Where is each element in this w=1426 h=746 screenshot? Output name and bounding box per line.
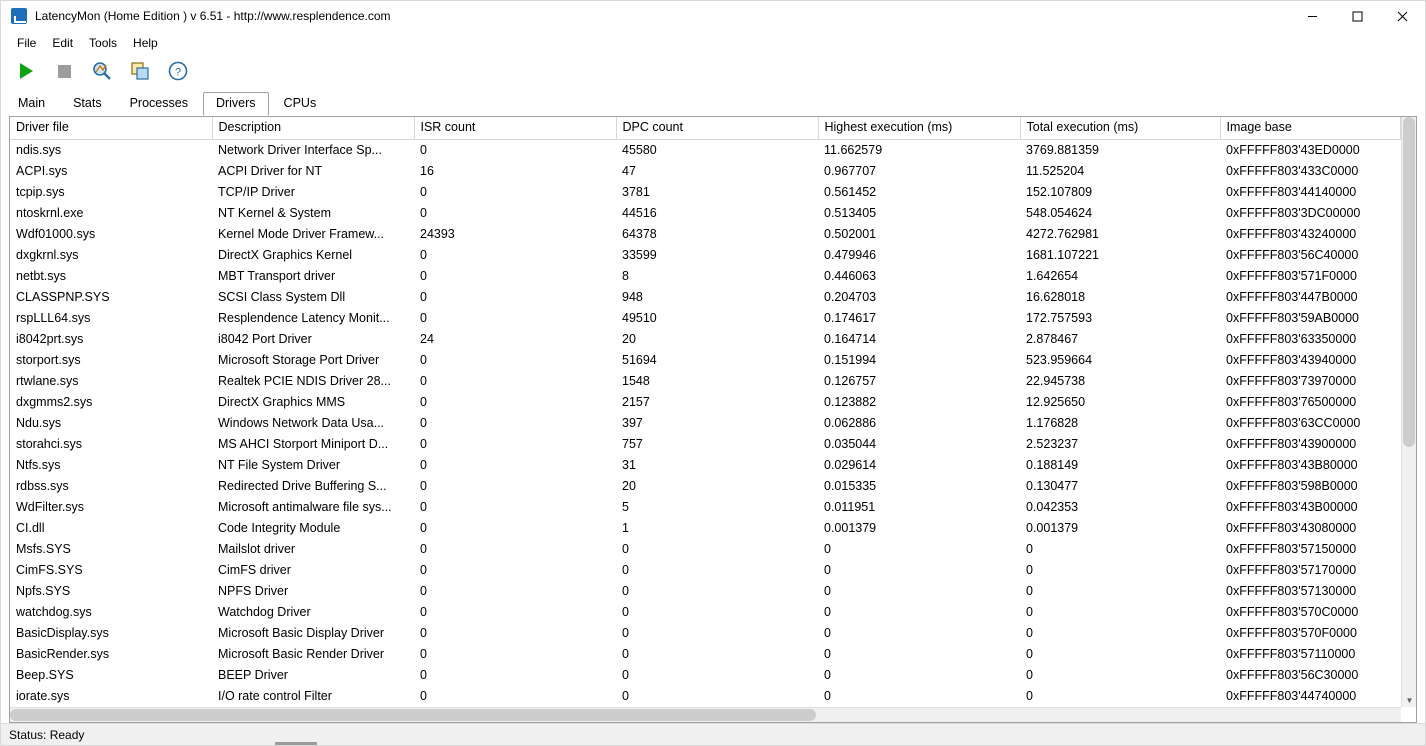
table-cell: 24393 [420,226,455,241]
table-cell: rspLLL64.sys [16,310,91,325]
table-cell: 0.513405 [824,205,877,220]
table-row[interactable] [10,391,1400,412]
drivers-table-container [9,116,1417,723]
table-cell: ndis.sys [16,142,62,157]
table-cell: WdFilter.sys [16,499,85,514]
table-row[interactable] [10,664,1400,685]
table-cell: 0 [824,625,831,640]
table-cell: 1.176828 [1026,415,1079,430]
table-cell: 0 [1026,625,1033,640]
table-row[interactable] [10,349,1400,370]
table-cell: netbt.sys [16,268,67,283]
table-cell: NPFS Driver [218,583,289,598]
table-cell: 523.959664 [1026,352,1093,367]
stop-icon [58,65,71,78]
table-cell: 0 [420,688,427,703]
table-cell: Windows Network Data Usa... [218,415,385,430]
table-cell: dxgmms2.sys [16,394,93,409]
table-cell: 0.130477 [1026,478,1079,493]
table-body [10,139,1400,706]
table-cell: 0xFFFFF803'56C30000 [1226,667,1359,682]
table-cell: 152.107809 [1026,184,1093,199]
table-cell: 44516 [622,205,657,220]
table-cell: 0 [622,625,629,640]
table-cell: 0.188149 [1026,457,1079,472]
table-cell: 1 [622,520,629,535]
table-row[interactable] [10,643,1400,664]
table-cell: 0xFFFFF803'57170000 [1226,562,1357,577]
table-cell: 0xFFFFF803'57130000 [1226,583,1357,598]
table-row[interactable] [10,328,1400,349]
table-cell: 0xFFFFF803'3DC00000 [1226,205,1361,220]
table-cell: 0.015335 [824,478,877,493]
menu-item-help[interactable]: Help [133,35,158,50]
scroll-down-icon[interactable]: ▼ [1405,695,1414,705]
table-cell: 0 [824,604,831,619]
table-cell: DirectX Graphics MMS [218,394,346,409]
table-cell: 0 [420,289,427,304]
tab-cpus[interactable]: CPUs [283,96,317,110]
table-cell: 12.925650 [1026,394,1086,409]
table-cell: 8 [622,268,629,283]
table-cell: MBT Transport driver [218,268,336,283]
table-cell: 0xFFFFF803'44740000 [1226,688,1357,703]
table-cell: 757 [622,436,643,451]
copy-button[interactable] [127,58,153,84]
table-cell: 0 [1026,688,1033,703]
table-cell: 16.628018 [1026,289,1086,304]
table-cell: 0.164714 [824,331,877,346]
table-cell: 0xFFFFF803'43080000 [1226,520,1357,535]
table-cell: 0 [622,667,629,682]
table-cell: 47 [622,163,636,178]
table-row[interactable] [10,370,1400,391]
table-cell: ACPI.sys [16,163,68,178]
horizontal-scrollbar[interactable] [10,707,1401,722]
report-button[interactable] [89,58,115,84]
table-cell: 0.479946 [824,247,877,262]
table-cell: 0xFFFFF803'43ED0000 [1226,142,1360,157]
table-cell: 20 [622,478,636,493]
table-cell: SCSI Class System Dll [218,289,346,304]
horizontal-scroll-thumb[interactable] [10,709,816,721]
table-cell: 0 [622,541,629,556]
table-cell: 1548 [622,373,650,388]
table-cell: Wdf01000.sys [16,226,96,241]
tab-bar [1,89,1425,116]
table-cell: CI.dll [16,520,45,535]
table-cell: 0.174617 [824,310,877,325]
table-cell: 64378 [622,226,657,241]
close-icon[interactable] [1380,1,1425,32]
table-cell: 0.001379 [1026,520,1079,535]
minimize-icon[interactable] [1290,1,1335,32]
table-cell: 0 [420,352,427,367]
table-cell: NT File System Driver [218,457,341,472]
table-cell: 3769.881359 [1026,142,1099,157]
table-cell: BasicRender.sys [16,646,110,661]
table-cell: Microsoft Storage Port Driver [218,352,380,367]
table-cell: 0 [420,205,427,220]
vertical-scroll-thumb[interactable] [1403,117,1415,447]
table-cell: Npfs.SYS [16,583,71,598]
table-cell: CimFS.SYS [16,562,83,577]
table-cell: 0xFFFFF803'570C0000 [1226,604,1359,619]
table-cell: 0 [622,688,629,703]
table-row[interactable] [10,622,1400,643]
table-cell: watchdog.sys [16,604,92,619]
column-header-driver-file[interactable]: Driver file [10,117,212,139]
magnifier-icon [91,60,113,82]
table-cell: 0xFFFFF803'59AB0000 [1226,310,1360,325]
table-cell: 0xFFFFF803'43240000 [1226,226,1357,241]
table-cell: 0xFFFFF803'76500000 [1226,394,1357,409]
table-cell: 31 [622,457,636,472]
table-cell: rdbss.sys [16,478,69,493]
table-cell: 0 [1026,562,1033,577]
table-cell: Microsoft Basic Render Driver [218,646,385,661]
table-cell: Redirected Drive Buffering S... [218,478,387,493]
table-cell: Mailslot driver [218,541,296,556]
table-cell: 0 [420,373,427,388]
table-row[interactable] [10,160,1400,181]
table-cell: 0 [420,499,427,514]
table-cell: 20 [622,331,636,346]
table-cell: 0xFFFFF803'43B80000 [1226,457,1358,472]
table-cell: 24 [420,331,434,346]
table-cell: Microsoft Basic Display Driver [218,625,385,640]
table-cell: 0xFFFFF803'63350000 [1226,331,1357,346]
table-cell: tcpip.sys [16,184,65,199]
table-cell: 0xFFFFF803'43940000 [1226,352,1357,367]
latencymon-icon [11,8,27,24]
tab-processes[interactable]: Processes [129,96,188,110]
table-cell: 0.502001 [824,226,877,241]
table-cell: 11.525204 [1026,163,1085,178]
table-cell: 0xFFFFF803'598B0000 [1226,478,1358,493]
table-row[interactable] [10,181,1400,202]
table-cell: storport.sys [16,352,81,367]
table-cell: 0 [824,688,831,703]
table-cell: 0 [622,583,629,598]
table-cell: 0xFFFFF803'73970000 [1226,373,1357,388]
title-bar [1,1,1425,32]
table-cell: 0 [1026,583,1033,598]
table-cell: 2.523237 [1026,436,1079,451]
table-cell: 0xFFFFF803'57110000 [1226,646,1356,661]
table-cell: 0.011951 [824,499,876,514]
table-cell: 0.123882 [824,394,877,409]
tab-stats[interactable]: Stats [73,96,102,110]
table-row[interactable] [10,286,1400,307]
table-header-row [10,117,1400,139]
table-cell: 4272.762981 [1026,226,1099,241]
table-cell: 0.967707 [824,163,877,178]
table-row[interactable] [10,265,1400,286]
menu-bar [1,32,1425,53]
table-cell: 0 [824,541,831,556]
table-cell: 0 [420,268,427,283]
table-cell: 0 [420,436,427,451]
tool-bar [1,53,1425,89]
drivers-table [10,117,1401,706]
question-icon [167,60,189,82]
table-cell: 0xFFFFF803'44140000 [1226,184,1357,199]
table-cell: dxgkrnl.sys [16,247,79,262]
maximize-icon[interactable] [1335,1,1380,32]
table-cell: 0 [420,667,427,682]
status-text: Status: Ready [9,727,85,742]
table-cell: 0 [420,646,427,661]
table-cell: 0.151994 [824,352,877,367]
table-row[interactable] [10,412,1400,433]
table-row[interactable] [10,433,1400,454]
table-cell: 0 [420,625,427,640]
drivers-table-scroll [10,117,1416,722]
table-cell: 0 [420,310,427,325]
column-header-isr-count[interactable]: ISR count [414,117,616,139]
start-button[interactable] [13,58,39,84]
column-header-image-base[interactable]: Image base [1220,117,1400,139]
table-cell: 0 [420,142,427,157]
column-header-highest-execution[interactable]: Highest execution (ms) [818,117,1020,139]
table-cell: 2157 [622,394,650,409]
table-cell: i8042 Port Driver [218,331,312,346]
table-cell: 0 [622,604,629,619]
table-row[interactable] [10,307,1400,328]
tab-drivers[interactable]: Drivers [203,92,269,116]
copy-icon [129,60,151,82]
table-row[interactable] [10,496,1400,517]
table-cell: 0.029614 [824,457,877,472]
window-title: LatencyMon (Home Edition ) v 6.51 - http://www.resplendence.com [35,9,391,23]
table-cell: 0xFFFFF803'57150000 [1226,541,1357,556]
table-cell: 0xFFFFF803'63CC0000 [1226,415,1361,430]
taskbar-indicator [275,742,317,745]
table-cell: BasicDisplay.sys [16,625,109,640]
table-cell: ntoskrnl.exe [16,205,84,220]
play-icon [20,63,33,79]
table-cell: 1.642654 [1026,268,1079,283]
table-cell: 3781 [622,184,650,199]
table-cell: 0 [420,541,427,556]
table-row[interactable] [10,580,1400,601]
table-row[interactable] [10,202,1400,223]
table-cell: Code Integrity Module [218,520,341,535]
table-row[interactable] [10,538,1400,559]
table-cell: 948 [622,289,643,304]
table-cell: 0 [420,457,427,472]
table-cell: 0.062886 [824,415,877,430]
table-cell: MS AHCI Storport Miniport D... [218,436,389,451]
table-row[interactable] [10,223,1400,244]
table-cell: 33599 [622,247,657,262]
table-cell: CLASSPNP.SYS [16,289,110,304]
table-cell: storahci.sys [16,436,82,451]
column-header-dpc-count[interactable]: DPC count [616,117,818,139]
status-bar [1,723,1425,745]
table-cell: NT Kernel & System [218,205,332,220]
table-cell: 0 [824,667,831,682]
table-row[interactable] [10,685,1400,706]
table-cell: Network Driver Interface Sp... [218,142,382,157]
table-cell: I/O rate control Filter [218,688,332,703]
table-cell: 0 [420,415,427,430]
table-cell: 548.054624 [1026,205,1093,220]
table-cell: 16 [420,163,434,178]
table-cell: 0xFFFFF803'43B00000 [1226,499,1358,514]
table-cell: 0.204703 [824,289,877,304]
table-cell: Resplendence Latency Monit... [218,310,390,325]
help-button[interactable] [165,58,191,84]
table-cell: 0 [420,394,427,409]
table-cell: 0 [1026,604,1033,619]
table-row[interactable] [10,601,1400,622]
table-cell: 0.001379 [824,520,877,535]
column-header-description[interactable]: Description [212,117,414,139]
table-cell: 11.662579 [824,142,883,157]
table-cell: 0 [1026,646,1033,661]
table-cell: Ntfs.sys [16,457,61,472]
table-cell: 0 [420,562,427,577]
table-cell: Beep.SYS [16,667,74,682]
table-cell: i8042prt.sys [16,331,84,346]
table-cell: Msfs.SYS [16,541,71,556]
table-cell: 0xFFFFF803'43900000 [1226,436,1357,451]
table-cell: 0.042353 [1026,499,1079,514]
table-cell: 0 [1026,667,1033,682]
table-cell: 45580 [622,142,657,157]
table-cell: DirectX Graphics Kernel [218,247,353,262]
menu-item-edit[interactable]: Edit [52,35,74,50]
table-cell: 0 [420,604,427,619]
table-cell: iorate.sys [16,688,70,703]
table-cell: 0 [420,478,427,493]
table-cell: 0 [824,583,831,598]
table-cell: Kernel Mode Driver Framew... [218,226,385,241]
table-cell: 49510 [622,310,657,325]
tab-main[interactable]: Main [18,96,46,110]
table-cell: 0xFFFFF803'56C40000 [1226,247,1359,262]
table-cell: 0.035044 [824,436,877,451]
svg-text:?: ? [174,66,182,79]
table-cell: 0 [824,646,831,661]
table-cell: Realtek PCIE NDIS Driver 28... [218,373,391,388]
table-cell: 0xFFFFF803'571F0000 [1226,268,1357,283]
table-row[interactable] [10,517,1400,538]
column-header-total-execution[interactable]: Total execution (ms) [1020,117,1220,139]
table-row[interactable] [10,454,1400,475]
table-cell: Microsoft antimalware file sys... [218,499,392,514]
table-cell: 0xFFFFF803'570F0000 [1226,625,1357,640]
menu-item-tools[interactable]: Tools [89,35,118,50]
table-cell: TCP/IP Driver [218,184,295,199]
table-cell: 0xFFFFF803'447B0000 [1226,289,1358,304]
table-cell: 0 [420,583,427,598]
table-cell: 0xFFFFF803'433C0000 [1226,163,1359,178]
table-cell: 1681.107221 [1026,247,1099,262]
table-cell: 0 [824,562,831,577]
table-row[interactable] [10,475,1400,496]
table-cell: 51694 [622,352,657,367]
table-cell: Ndu.sys [16,415,62,430]
table-cell: 0.446063 [824,268,877,283]
table-cell: CimFS driver [218,562,291,577]
table-cell: ACPI Driver for NT [218,163,323,178]
vertical-scrollbar[interactable] [1401,117,1416,707]
stop-button[interactable] [51,58,77,84]
table-row[interactable] [10,559,1400,580]
table-cell: 0 [1026,541,1033,556]
table-cell: 0 [420,247,427,262]
table-cell: 172.757593 [1026,310,1093,325]
table-cell: 2.878467 [1026,331,1079,346]
table-cell: 0.561452 [824,184,877,199]
table-cell: 0 [622,646,629,661]
table-cell: 0.126757 [824,373,877,388]
table-cell: BEEP Driver [218,667,288,682]
table-cell: 397 [622,415,643,430]
table-cell: 5 [622,499,629,514]
table-cell: rtwlane.sys [16,373,79,388]
table-row[interactable] [10,244,1400,265]
table-cell: 0 [420,520,427,535]
table-cell: Watchdog Driver [218,604,311,619]
table-cell: 22.945738 [1026,373,1086,388]
table-cell: 0 [622,562,629,577]
menu-item-file[interactable]: File [17,35,37,50]
table-row[interactable] [10,139,1400,160]
table-cell: 0 [420,184,427,199]
